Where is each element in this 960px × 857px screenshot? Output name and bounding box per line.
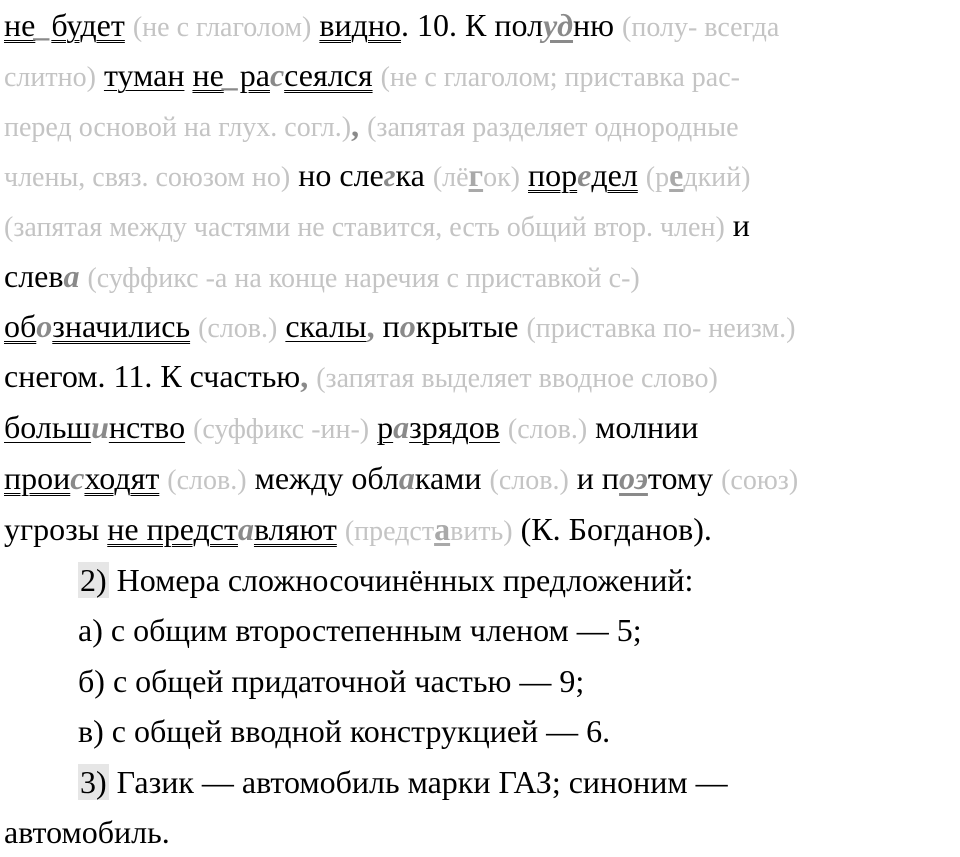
highlighted-letter: о xyxy=(36,308,53,344)
highlighted-letter: уд xyxy=(543,7,574,43)
annotation-note: (суффикс -ин-) xyxy=(193,414,370,445)
highlighted-letter: е xyxy=(577,157,592,193)
annotation-note: (слов.) xyxy=(507,414,588,445)
text-segment: в) с общей вводной конструкцией — 6. xyxy=(78,713,611,749)
underlined-word: скалы xyxy=(285,308,367,344)
text-segment xyxy=(125,7,133,43)
annotation-note: (запятая выделяет вводное слово) xyxy=(316,363,718,394)
annotation-note: (слов.) xyxy=(198,313,278,344)
annotation-note: (запятая между частями не ставится, есть общий втор. член) xyxy=(4,212,725,243)
underlined-word: не xyxy=(4,7,36,43)
text-segment xyxy=(308,358,316,394)
text-segment xyxy=(337,511,345,547)
annotation-note: (не с глаголом; приставка рас- xyxy=(380,62,740,93)
text-segment: . 10. К пол xyxy=(401,7,544,43)
text-line xyxy=(4,807,170,857)
text-segment: между обл xyxy=(246,460,399,496)
check-letter: е xyxy=(669,157,684,193)
underlined-word: туман xyxy=(103,57,185,93)
highlighted-letter: о xyxy=(399,308,416,344)
text-line xyxy=(78,757,728,807)
annotation-note: (слов.) xyxy=(167,465,247,496)
text-line xyxy=(78,656,584,706)
highlighted-letter: оэ xyxy=(619,460,648,496)
text-segment: б) с общей придаточной частью — 9; xyxy=(78,663,585,699)
text-segment: и xyxy=(724,207,750,243)
text-line xyxy=(4,100,739,150)
text-line xyxy=(4,50,740,100)
check-letter: г xyxy=(468,157,484,193)
annotation-note: (лё xyxy=(432,162,469,193)
text-line xyxy=(4,200,750,250)
text-line xyxy=(4,0,779,50)
underlined-word: нство xyxy=(108,409,186,445)
annotation-note: слитно) xyxy=(4,62,96,93)
highlighted-comma: , xyxy=(366,308,375,344)
highlighted-letter: г xyxy=(383,157,396,193)
annotation-note: вить) xyxy=(450,516,513,547)
text-segment xyxy=(185,409,193,445)
check-letter: а xyxy=(434,511,451,547)
annotation-note: (р xyxy=(645,162,670,193)
text-line xyxy=(78,605,642,655)
underlined-word: прои xyxy=(4,460,71,496)
underlined-word: видно xyxy=(319,7,402,43)
text-segment: Газик — автомобиль марки ГАЗ; синоним — xyxy=(108,764,728,800)
highlighted-letter: с xyxy=(269,57,285,93)
annotation-note: (приставка по- неизм.) xyxy=(526,313,796,344)
annotation-note: дкий) xyxy=(683,162,751,193)
underlined-word: сеялся xyxy=(284,57,373,93)
text-segment: но сле xyxy=(290,157,384,193)
highlighted-comma: , xyxy=(351,107,360,143)
underlined-word: ра xyxy=(239,57,270,93)
text-segment: п xyxy=(374,308,400,344)
annotation-note: (слов.) xyxy=(489,465,569,496)
text-segment xyxy=(500,409,508,445)
text-segment: угрозы xyxy=(4,511,108,547)
text-line xyxy=(4,402,698,452)
underlined-word: не предст xyxy=(107,511,238,547)
annotation-note: (не с глаголом) xyxy=(132,12,312,43)
underlined-word: больш xyxy=(4,409,92,445)
highlighted-letter: а xyxy=(237,511,254,547)
highlighted-letter: с xyxy=(70,460,85,496)
text-line xyxy=(78,555,693,605)
text-segment: автомобиль. xyxy=(4,814,170,850)
text-segment xyxy=(373,57,381,93)
highlighted-letter: а xyxy=(398,460,415,496)
underlined-word: дел xyxy=(591,157,638,193)
underlined-word: об xyxy=(4,308,37,344)
text-line xyxy=(4,351,718,401)
text-line xyxy=(78,706,610,756)
text-segment: и п xyxy=(568,460,620,496)
underlined-word: зрядов xyxy=(409,409,500,445)
text-segment: (К. Богданов). xyxy=(512,511,712,547)
highlighted-letter: и xyxy=(91,409,109,445)
section-number: 3) xyxy=(80,764,107,800)
text-segment xyxy=(359,107,367,143)
text-segment: тому xyxy=(647,460,722,496)
highlighted-letter: _ xyxy=(223,57,240,93)
text-segment xyxy=(96,57,104,93)
text-segment: снегом. 11. К счастью xyxy=(4,358,301,394)
underlined-word: ходят xyxy=(84,460,160,496)
text-segment: слев xyxy=(4,258,64,294)
text-segment: крытые xyxy=(415,308,527,344)
text-line xyxy=(4,504,712,554)
text-line xyxy=(4,251,640,301)
text-segment: ка xyxy=(395,157,433,193)
annotation-note: члены, связ. союзом но) xyxy=(4,162,291,193)
text-line xyxy=(4,150,750,200)
text-segment xyxy=(190,308,198,344)
underlined-word: пор xyxy=(528,157,578,193)
underlined-word: значились xyxy=(52,308,191,344)
annotation-note: (союз) xyxy=(721,465,799,496)
annotation-note: перед основой на глух. согл.) xyxy=(4,112,352,143)
text-segment: молнии xyxy=(587,409,699,445)
annotation-note: (предст xyxy=(344,516,435,547)
text-segment xyxy=(520,157,528,193)
underlined-word: р xyxy=(377,409,394,445)
highlighted-comma: , xyxy=(300,358,309,394)
highlighted-letter: _ xyxy=(35,7,52,43)
text-segment: Номера сложносочинённых предложений: xyxy=(108,562,694,598)
text-segment: а) с общим второстепенным членом — 5; xyxy=(78,612,642,648)
highlighted-letter: а xyxy=(393,409,410,445)
section-number: 2) xyxy=(80,562,107,598)
underlined-word: будет xyxy=(51,7,125,43)
annotation-note: (запятая разделяет однородные xyxy=(367,112,739,143)
text-line xyxy=(4,453,798,503)
text-segment: ню xyxy=(573,7,623,43)
annotation-note: (суффикс -а на конце наречия с приставкой с-) xyxy=(87,263,640,294)
text-segment: ками xyxy=(414,460,490,496)
text-segment xyxy=(369,409,377,445)
underlined-word: вляют xyxy=(253,511,337,547)
annotation-note: ок) xyxy=(483,162,521,193)
underlined-word: не xyxy=(192,57,224,93)
annotation-note: (полу- всегда xyxy=(622,12,780,43)
highlighted-letter: а xyxy=(63,258,80,294)
text-line xyxy=(4,301,795,351)
text-segment xyxy=(638,157,646,193)
